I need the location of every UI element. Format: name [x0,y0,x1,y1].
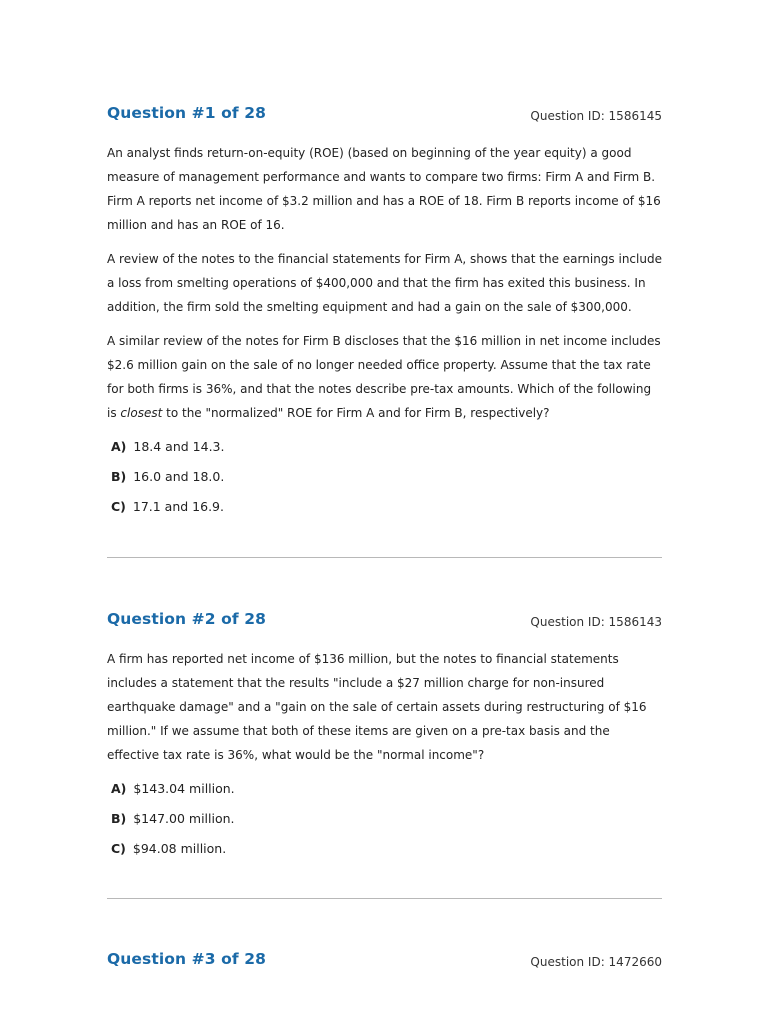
choice-text: 17.1 and 16.9. [132,499,224,514]
question-paragraph: An analyst finds return-on-equity (ROE) (based on beginning of the year equity) a good measure of management performance and wants to compare two firms: Firm A and Firm B. Firm A reports net income of $3.2 million and has a ROE of 18. Firm B reports income of $16 million and has an ROE of 16. [107,146,661,232]
choice-text: 18.4 and 14.3. [133,439,225,454]
question-paragraph [107,329,662,425]
question-title: Question #3 of 28 [107,950,266,968]
question-paragraph: A review of the notes to the financial statements for Firm A, shows that the earnings include a loss from smelting operations of $400,000 and that the firm has exited this business. In addition, the firm sold the smelting equipment and had a gain on the sale of $300,000. [107,252,662,314]
question-header [107,610,662,634]
answer-choice-c[interactable] [111,497,662,527]
answer-choice-b[interactable] [111,809,662,839]
question-paragraph: A firm has reported net income of $136 million, but the notes to financial statements includes a statement that the results "include a $27 million charge for non-insured earthquake damage" and a "gain on the sale of certain assets during restructuring of $16 million." If we assume that both of these items are given on a pre-tax basis and the effective tax rate is 36%, what would be the "normal income"? [107,652,647,762]
choice-text: $94.08 million. [132,841,227,856]
answer-choice-c[interactable] [111,839,662,869]
emphasis-text: closest [120,406,163,420]
answer-choices [107,437,662,527]
question-title: Question #2 of 28 [107,610,266,628]
question-text [107,647,662,767]
question-3 [107,950,662,974]
answer-choice-b[interactable] [111,467,662,497]
question-paragraph-tail: to the "normalized" ROE for Firm A and for Firm B, respectively? [166,406,550,420]
question-divider [107,898,662,899]
question-text [107,141,662,425]
choice-key: B) [111,469,127,484]
question-1 [107,104,662,527]
choice-key: A) [111,439,127,454]
answer-choices [107,779,662,869]
choice-text: $147.00 million. [133,811,235,826]
question-id: Question ID: 1472660 [530,955,662,969]
answer-choice-a[interactable] [111,437,662,467]
question-title: Question #1 of 28 [107,104,266,122]
question-divider [107,557,662,558]
question-header [107,104,662,128]
choice-text: 16.0 and 18.0. [133,469,225,484]
answer-choice-a[interactable] [111,779,662,809]
question-paragraph-text: A similar review of the notes for Firm B discloses that the $16 million in net income includes $2.6 million gain on the sale of no longer needed office property. Assume that the tax rate for both firms is 36%, and that the notes describe pre-tax amounts. Which of the following is [107,334,661,420]
choice-key: A) [111,781,127,796]
choice-key: B) [111,811,127,826]
question-header [107,950,662,974]
question-id: Question ID: 1586143 [530,615,662,629]
choice-key: C) [111,841,126,856]
choice-key: C) [111,499,126,514]
choice-text: $143.04 million. [133,781,235,796]
question-2 [107,610,662,869]
question-id: Question ID: 1586145 [530,109,662,123]
